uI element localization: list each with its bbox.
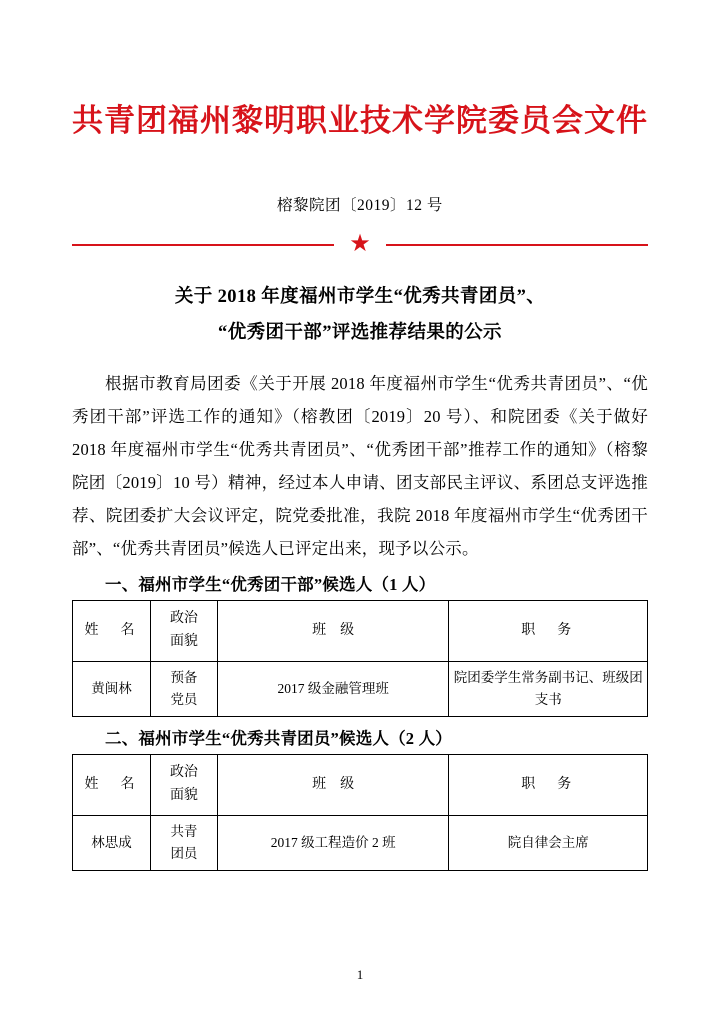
column-header-political-line-1: 政治 [169, 765, 198, 781]
organization-title: 共青团福州黎明职业技术学院委员会文件 [72, 103, 648, 138]
table-row [73, 815, 648, 870]
cell-duty: 院自律会主席 [449, 815, 648, 870]
column-header-political [150, 600, 217, 661]
column-header-political-line-2: 面貌 [169, 787, 198, 803]
column-header-political-line-2: 面貌 [169, 633, 198, 649]
outstanding-member-table [72, 754, 648, 871]
cell-political [150, 815, 217, 870]
document-title-line-1: 关于 2018 年度福州市学生“优秀共青团员”、 [174, 286, 546, 307]
cell-political-line-2: 党员 [170, 691, 198, 707]
document-title-line-2: “优秀团干部”评选推荐结果的公示 [218, 322, 502, 343]
page-number: 1 [356, 967, 364, 982]
cell-political-line-2: 团员 [170, 845, 198, 861]
column-header-name: 姓 名 [73, 754, 151, 815]
red-star-icon: ★ [349, 230, 371, 257]
document-header [72, 102, 648, 255]
cell-class: 2017 级金融管理班 [217, 661, 448, 716]
section-heading-1: 一、福州市学生“优秀团干部”候选人（1 人） [105, 574, 436, 594]
column-header-political [150, 754, 217, 815]
outstanding-cadre-table [72, 600, 648, 717]
cell-class: 2017 级工程造价 2 班 [217, 815, 448, 870]
section-heading-2: 二、福州市学生“优秀共青团员”候选人（2 人） [105, 728, 452, 748]
table-row [73, 661, 648, 716]
cell-name: 黄闽林 [73, 661, 151, 716]
cell-name: 林思成 [73, 815, 151, 870]
body-paragraph: 根据市教育局团委《关于开展 2018 年度福州市学生“优秀共青团员”、“优秀团干部”评选工作的通知》（榕教团〔2019〕20 号）、和院团委《关于做好 2018 年度福州市学生“优秀共青团员”、“优秀团干部”推荐工作的通知》（榕黎院团〔2019〕10 号）精神，经过本人申请、团支部民主评议、系团总支评选推荐、院团委扩大会议评定，院党委批准，我院 2018 年度福州市学生“优秀团干部”、“优秀共青团员”候选人已评定出来，现予以公示。 [72, 373, 648, 558]
column-header-name: 姓 名 [73, 600, 151, 661]
cell-political-line-1: 预备 [170, 670, 198, 686]
cell-political [150, 661, 217, 716]
document-title [72, 279, 648, 351]
red-divider-right-line [386, 244, 648, 246]
document-number: 榕黎院团〔2019〕12 号 [277, 196, 443, 214]
cell-political-line-1: 共青 [170, 824, 198, 840]
column-header-duty: 职 务 [449, 600, 648, 661]
column-header-duty: 职 务 [449, 754, 648, 815]
table-header-row [73, 754, 648, 815]
table-header-row [73, 600, 648, 661]
cell-duty: 院团委学生常务副书记、班级团支书 [449, 661, 648, 716]
red-divider-left-line [72, 244, 334, 246]
column-header-class: 班 级 [217, 600, 448, 661]
column-header-political-line-1: 政治 [169, 611, 198, 627]
column-header-class: 班 级 [217, 754, 448, 815]
red-divider [72, 230, 648, 257]
